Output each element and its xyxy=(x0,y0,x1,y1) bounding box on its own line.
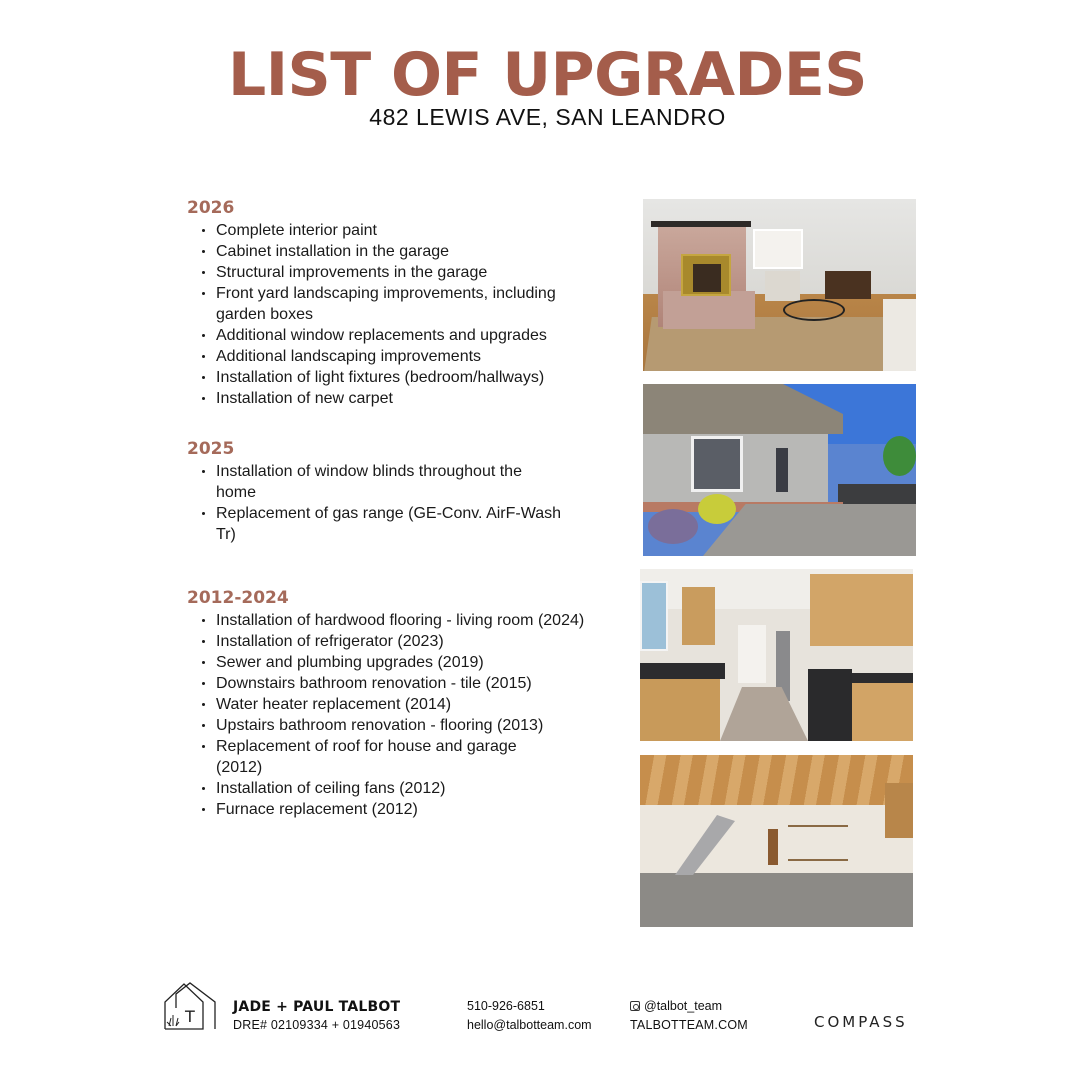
list-item: Complete interior paint xyxy=(187,220,607,241)
list-item: Installation of window blinds throughout the home xyxy=(187,461,562,503)
photo-living-room xyxy=(643,199,916,371)
list-item: Installation of refrigerator (2023) xyxy=(187,631,607,652)
talbot-team-logo xyxy=(164,982,216,1030)
compass-brokerage-logo: COMPASS xyxy=(814,1013,908,1031)
phone-number[interactable]: 510-926-6851 xyxy=(467,999,545,1013)
list-item: Additional landscaping improvements xyxy=(187,346,607,367)
section-heading: 2012-2024 xyxy=(187,588,289,608)
dre-numbers: DRE# 02109334 + 01940563 xyxy=(233,1018,401,1032)
list-item: Replacement of gas range (GE-Conv. AirF-Wash Tr) xyxy=(187,503,562,545)
svg-text:T: T xyxy=(185,1007,195,1026)
property-address: 482 LEWIS AVE, SAN LEANDRO xyxy=(369,104,726,130)
upgrades-section-2025 xyxy=(187,438,607,545)
instagram-handle[interactable] xyxy=(630,999,722,1013)
photo-house-exterior xyxy=(643,384,916,556)
section-heading: 2025 xyxy=(187,439,235,459)
list-item: Cabinet installation in the garage xyxy=(187,241,607,262)
list-item: Sewer and plumbing upgrades (2019) xyxy=(187,652,607,673)
upgrade-list xyxy=(187,610,607,820)
agent-names: JADE + PAUL TALBOT xyxy=(233,999,401,1015)
list-item: Installation of hardwood flooring - living room (2024) xyxy=(187,610,587,631)
upgrade-list xyxy=(187,461,607,545)
list-item: Upstairs bathroom renovation - flooring (2013) xyxy=(187,715,607,736)
photo-kitchen xyxy=(640,569,913,741)
list-item: Additional window replacements and upgrades xyxy=(187,325,607,346)
list-item: Front yard landscaping improvements, including garden boxes xyxy=(187,283,587,325)
list-item: Downstairs bathroom renovation - tile (2015) xyxy=(187,673,607,694)
list-item: Water heater replacement (2014) xyxy=(187,694,607,715)
section-heading: 2026 xyxy=(187,198,235,218)
photo-garage xyxy=(640,755,913,927)
upgrades-section-2012-2024 xyxy=(187,587,607,820)
instagram-icon xyxy=(630,1001,640,1011)
page-title: LIST OF UPGRADES xyxy=(227,40,868,110)
list-item: Structural improvements in the garage xyxy=(187,262,607,283)
upgrades-section-2026 xyxy=(187,197,607,409)
instagram-label: @talbot_team xyxy=(644,999,723,1013)
list-item: Furnace replacement (2012) xyxy=(187,799,607,820)
upgrade-list xyxy=(187,220,607,409)
list-item: Installation of new carpet xyxy=(187,388,607,409)
email-link[interactable]: hello@talbotteam.com xyxy=(467,1018,592,1032)
website-link[interactable]: TALBOTTEAM.COM xyxy=(630,1018,748,1032)
list-item: Installation of ceiling fans (2012) xyxy=(187,778,607,799)
list-item: Replacement of roof for house and garage (2012) xyxy=(187,736,562,778)
list-item: Installation of light fixtures (bedroom/hallways) xyxy=(187,367,607,388)
house-logo-icon xyxy=(164,982,216,1030)
